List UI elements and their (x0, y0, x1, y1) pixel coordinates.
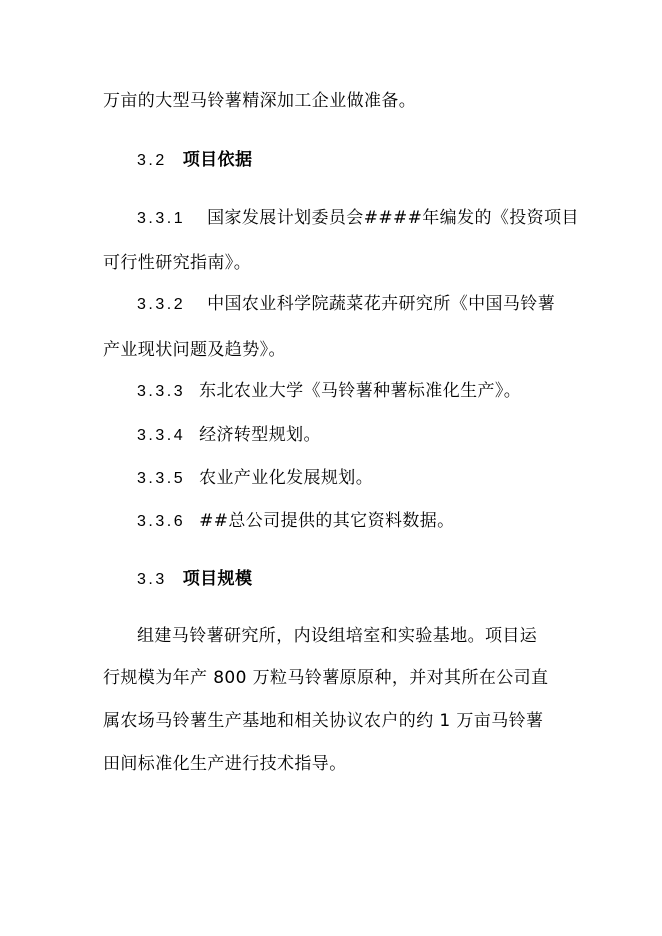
reference-number: 3.3.1 (137, 210, 186, 227)
reference-item (137, 380, 521, 403)
reference-text: 东北农业大学《马铃薯种薯标准化生产》。 (199, 381, 522, 401)
section-title: 项目依据 (182, 150, 253, 170)
reference-text: 农业产业化发展规划。 (199, 468, 374, 488)
reference-item-continuation (103, 252, 251, 274)
scale-paragraph-text: 行规模为年产 800 万粒马铃薯原原种，并对其所在公司直 (103, 668, 549, 688)
scale-paragraph-line (103, 753, 347, 775)
reference-number: 3.3.5 (137, 470, 186, 487)
reference-item (137, 424, 321, 447)
reference-text: ##总公司提供的其它资料数据。 (199, 511, 455, 531)
section-heading-scale (137, 568, 252, 591)
scale-paragraph-line (103, 710, 543, 732)
reference-text: 经济转型规划。 (199, 425, 321, 445)
reference-text: 可行性研究指南》。 (103, 253, 252, 273)
section-number: 3.2 (137, 152, 167, 169)
reference-item (137, 293, 555, 316)
scale-paragraph-text: 组建马铃薯研究所，内设组培室和实验基地。项目运 (137, 626, 538, 646)
reference-item (137, 207, 579, 230)
reference-item (137, 467, 373, 490)
reference-number: 3.3.3 (137, 383, 186, 400)
section-number: 3.3 (137, 571, 167, 588)
reference-number: 3.3.4 (137, 427, 186, 444)
scale-paragraph-line (103, 667, 548, 689)
section-title: 项目规模 (182, 569, 253, 589)
paragraph-continuation (103, 90, 416, 112)
paragraph-continuation-text: 万亩的大型马铃薯精深加工企业做准备。 (103, 91, 417, 111)
reference-item-continuation (103, 339, 286, 361)
reference-item (137, 510, 455, 533)
scale-paragraph-text: 属农场马铃薯生产基地和相关协议农户的约 1 万亩马铃薯 (103, 711, 544, 731)
reference-number: 3.3.6 (137, 513, 186, 530)
section-heading-basis (137, 149, 252, 172)
scale-paragraph-line (137, 625, 537, 647)
reference-text: 国家发展计划委员会####年编发的《投资项目 (207, 208, 579, 228)
reference-number: 3.3.2 (137, 296, 186, 313)
reference-text: 产业现状问题及趋势》。 (103, 340, 286, 360)
reference-text: 中国农业科学院蔬菜花卉研究所《中国马铃薯 (207, 294, 556, 314)
scale-paragraph-text: 田间标准化生产进行技术指导。 (103, 754, 347, 774)
